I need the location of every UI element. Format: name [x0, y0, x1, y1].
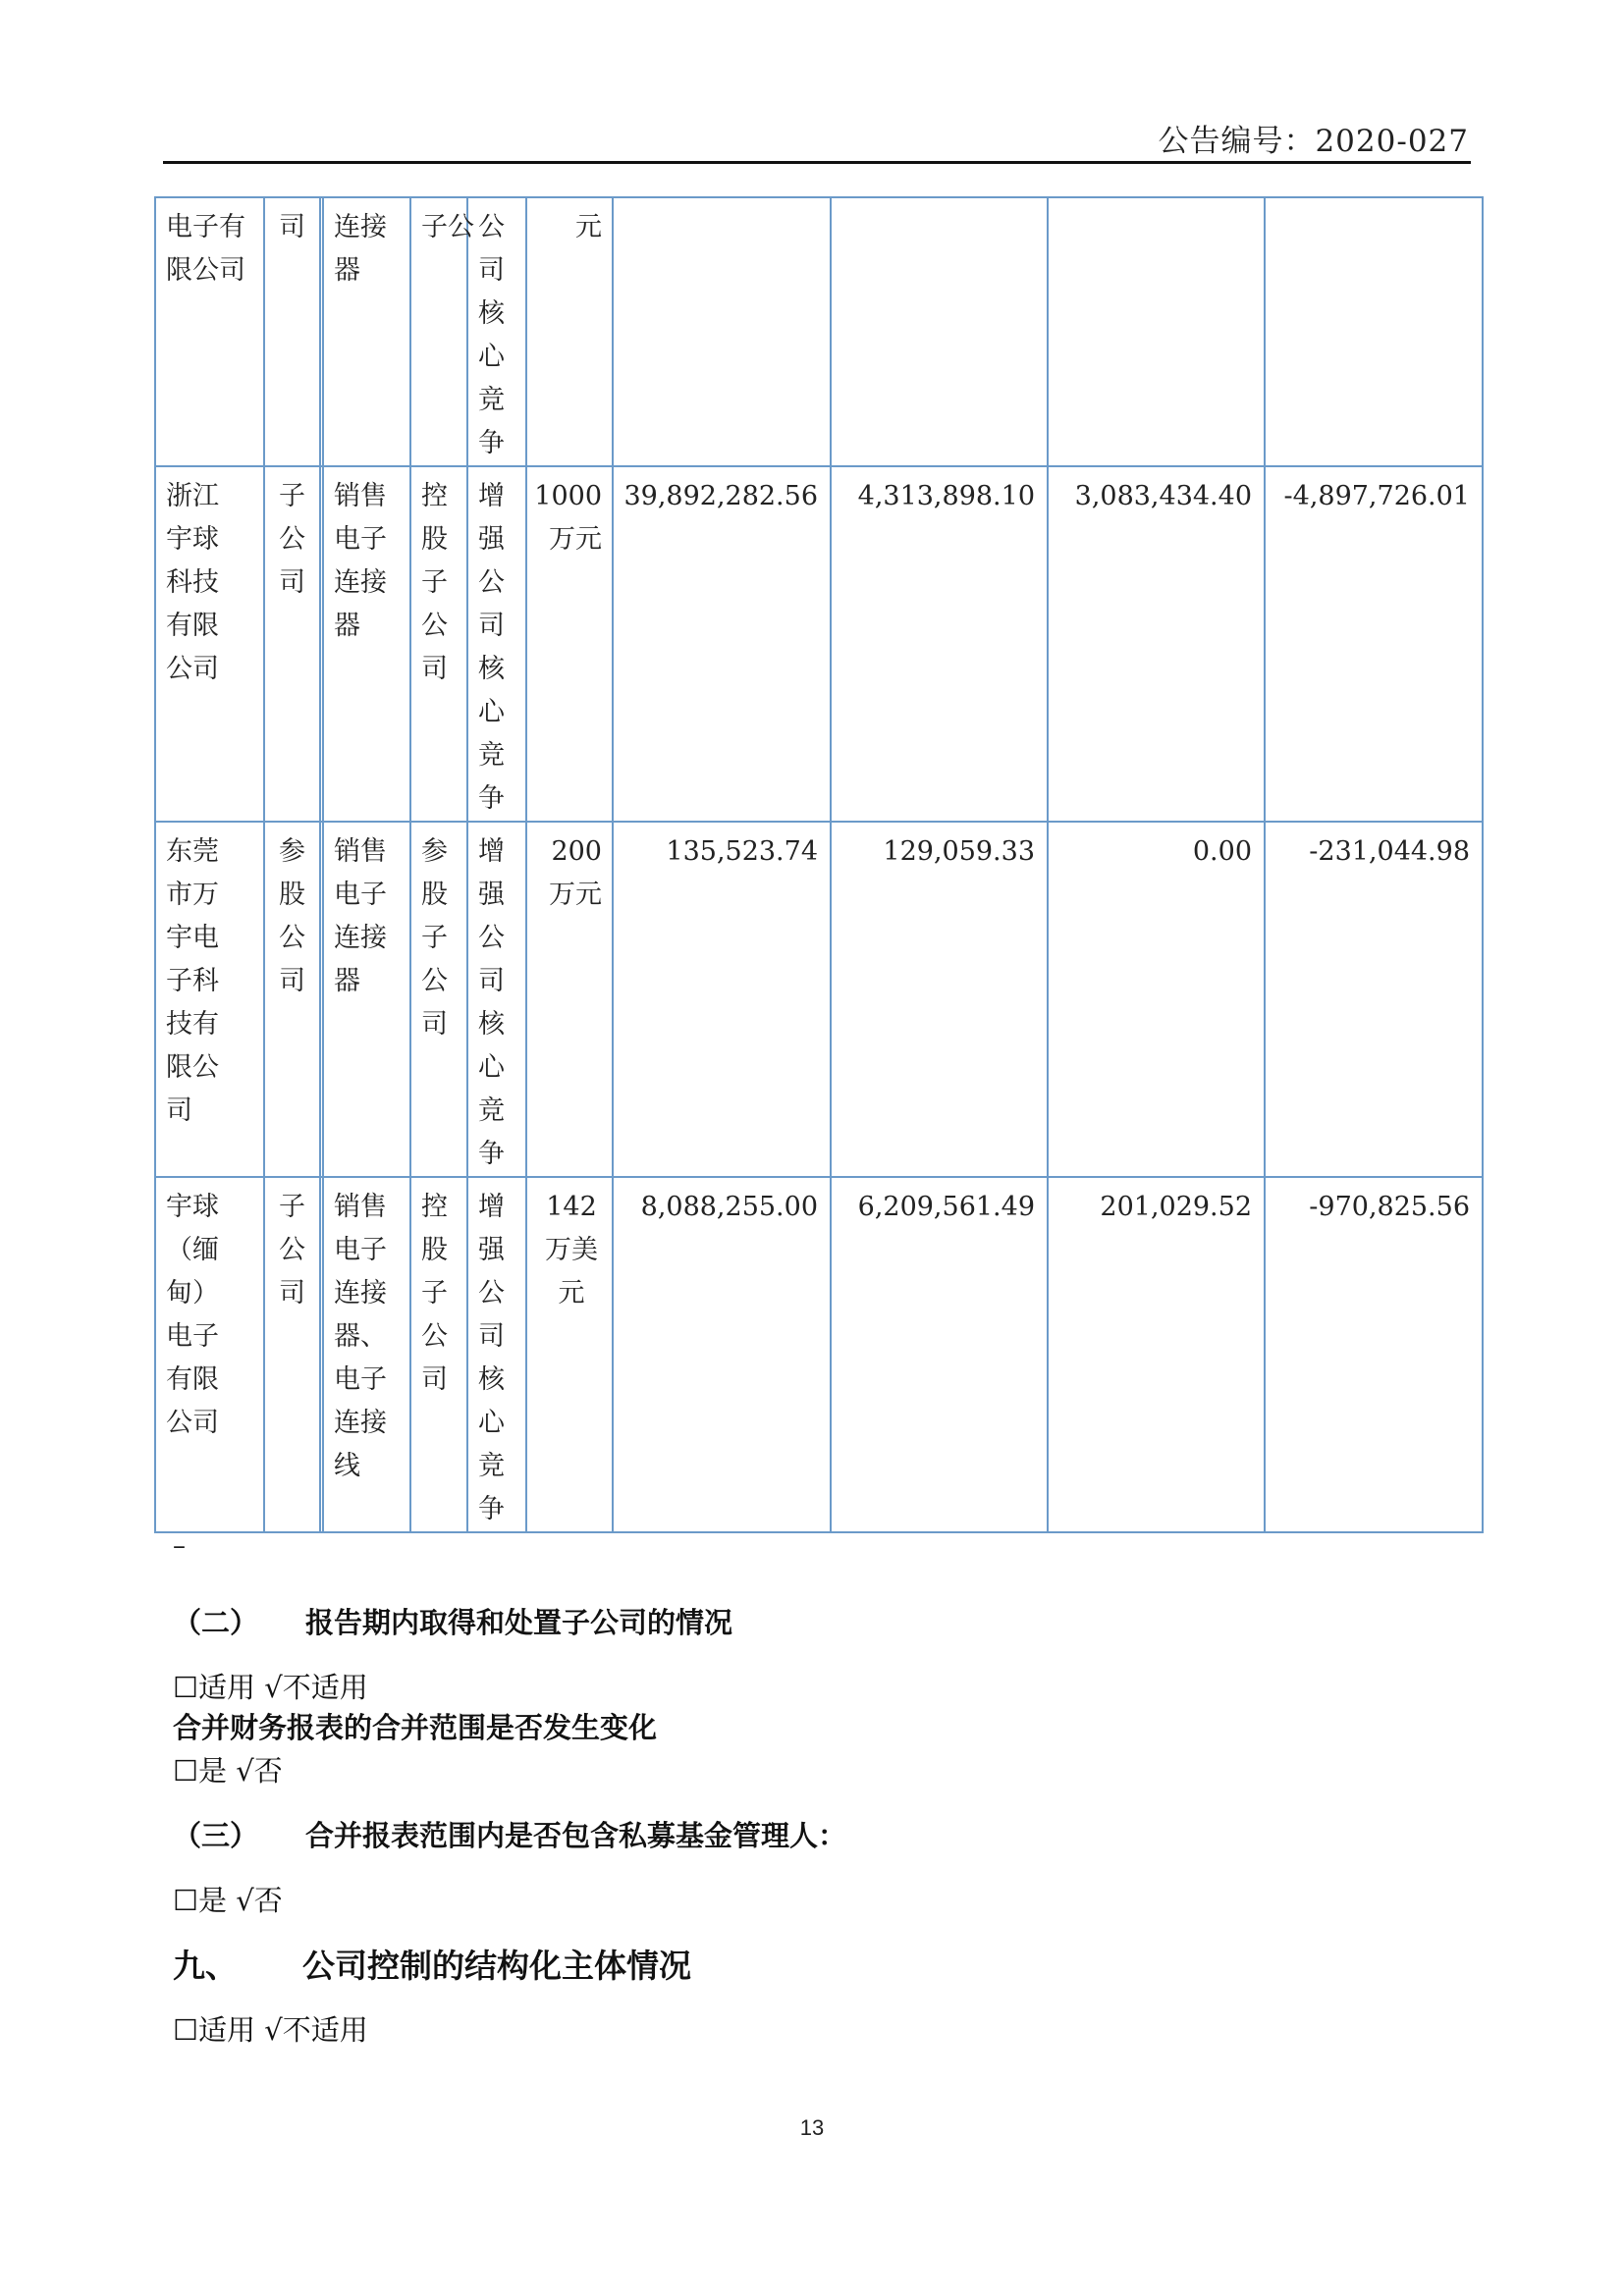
registered-capital: 142 万美元	[526, 1177, 613, 1532]
total-assets: 8,088,255.00	[613, 1177, 831, 1532]
table-row	[155, 466, 1483, 822]
consolidation-question: 合并财务报表的合并范围是否发生变化	[173, 1711, 658, 1744]
main-business: 销售电子连接器	[323, 822, 410, 1177]
net-assets: 6,209,561.49	[831, 1177, 1048, 1532]
company-name: 电子有限公司	[155, 197, 264, 466]
section-number: （三）	[173, 1819, 259, 1852]
net-assets	[831, 197, 1048, 466]
section-heading-3	[173, 1814, 846, 1854]
revenue: 0.00	[1048, 822, 1265, 1177]
company-type: 司	[264, 197, 320, 466]
purpose: 增强公司核心竞争	[467, 822, 526, 1177]
purpose: 增强公司核心竞争	[467, 466, 526, 822]
relation: 控股子公司	[410, 466, 467, 822]
consolidation-option: ☐是 √否	[173, 1754, 283, 1788]
purpose: 增强公司核心竞争	[467, 1177, 526, 1532]
total-assets: 39,892,282.56	[613, 466, 831, 822]
relation: 参股子公司	[410, 822, 467, 1177]
net-assets: 4,313,898.10	[831, 466, 1048, 822]
applicability-option: ☐适用 √不适用	[173, 1671, 368, 1704]
main-business: 销售电子连接器	[323, 466, 410, 822]
total-assets: 135,523.74	[613, 822, 831, 1177]
company-name: 宇球（缅甸）电子有限公司	[155, 1177, 264, 1532]
relation: 控股子公司	[410, 1177, 467, 1532]
section-number: 九、	[173, 1947, 238, 1985]
revenue: 3,083,434.40	[1048, 466, 1265, 822]
net-profit	[1265, 197, 1483, 466]
company-type: 参股公司	[264, 822, 320, 1177]
page-number: 13	[799, 2115, 825, 2140]
company-type: 子公司	[264, 1177, 320, 1532]
table-row	[155, 197, 1483, 466]
company-name: 东莞市万宇电子科技有限公司	[155, 822, 264, 1177]
net-profit: -231,044.98	[1265, 822, 1483, 1177]
announcement-number: 公告编号：2020-027	[1158, 124, 1469, 159]
net-profit: -4,897,726.01	[1265, 466, 1483, 822]
main-business: 销售电子连接器、电子连接线	[323, 1177, 410, 1532]
purpose: 公司核心竞争	[467, 197, 526, 466]
relation: 子公	[410, 197, 467, 466]
company-type: 子公司	[264, 466, 320, 822]
section-title: 合并报表范围内是否包含私募基金管理人：	[305, 1819, 847, 1852]
fund-manager-option: ☐是 √否	[173, 1884, 283, 1917]
structured-entity-option: ☐适用 √不适用	[173, 2013, 368, 2047]
registered-capital: 1000 万元	[526, 466, 613, 822]
company-name: 浙江宇球科技有限公司	[155, 466, 264, 822]
net-assets: 129,059.33	[831, 822, 1048, 1177]
total-assets	[613, 197, 831, 466]
section-title: 公司控制的结构化主体情况	[302, 1947, 691, 1985]
revenue	[1048, 197, 1265, 466]
section-heading-9	[173, 1941, 691, 1987]
main-business: 连接器	[323, 197, 410, 466]
section-heading-2	[173, 1601, 732, 1641]
revenue: 201,029.52	[1048, 1177, 1265, 1532]
registered-capital: 200 万元	[526, 822, 613, 1177]
registered-capital: 元	[526, 197, 613, 466]
table-row	[155, 1177, 1483, 1532]
section-number: （二）	[173, 1606, 259, 1639]
table-row	[155, 822, 1483, 1177]
section-title: 报告期内取得和处置子公司的情况	[305, 1606, 733, 1639]
subsidiary-table	[154, 196, 1484, 1533]
header-divider	[163, 161, 1471, 164]
net-profit: -970,825.56	[1265, 1177, 1483, 1532]
dash-mark: –	[173, 1531, 186, 1561]
